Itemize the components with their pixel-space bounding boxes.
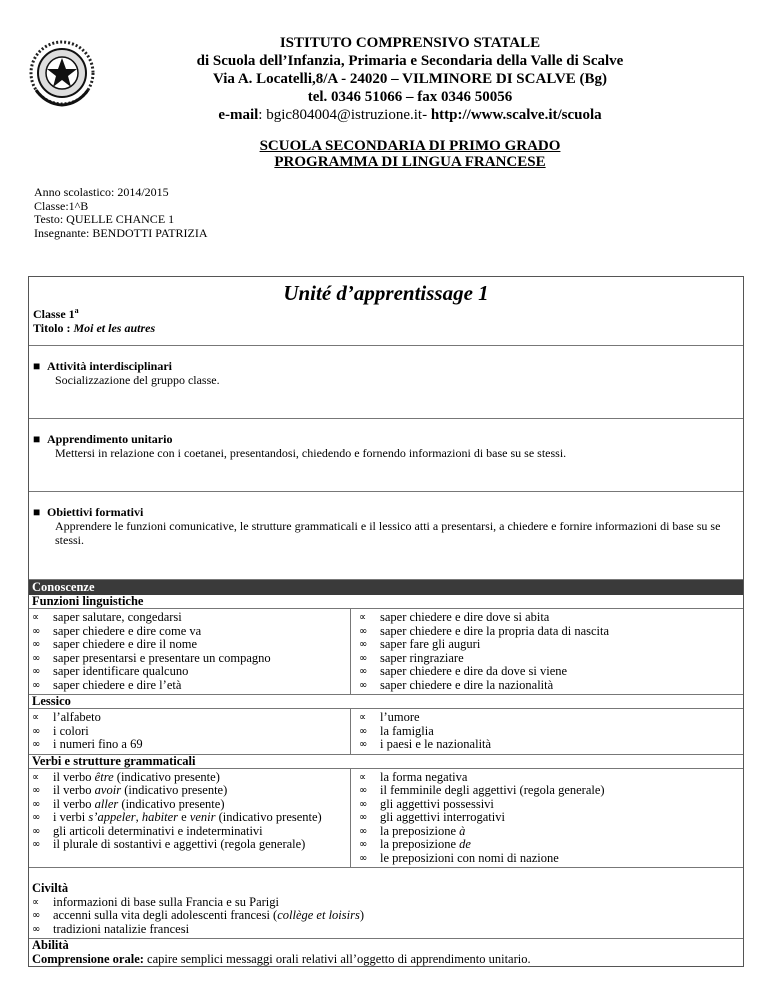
list-item xyxy=(32,638,342,652)
list-item xyxy=(32,665,342,679)
list-item xyxy=(359,825,743,839)
list-item xyxy=(359,852,743,866)
list-bullet-icon: ∞ xyxy=(359,639,368,650)
header-contacts xyxy=(160,106,660,124)
list-bullet-icon: ∞ xyxy=(359,852,368,864)
list-item xyxy=(32,896,743,910)
unitario-head: Apprendimento unitario xyxy=(47,432,173,446)
list-bullet-icon: ∞ xyxy=(32,739,41,750)
section-unitario xyxy=(29,419,743,492)
list-item xyxy=(32,784,342,798)
civilta-section xyxy=(29,868,743,939)
conoscenze-table xyxy=(29,580,743,966)
list-bullet-icon: ∞ xyxy=(32,798,41,810)
conoscenze-header: Conoscenze xyxy=(29,580,743,595)
list-item-text: i verbi s’appeler, habiter e venir (indicativo presente) xyxy=(53,810,322,824)
list-item xyxy=(359,838,743,852)
civilta-list xyxy=(32,896,743,937)
list-bullet-icon: ∝ xyxy=(359,771,367,783)
abilita-head: Abilità xyxy=(32,938,69,952)
list-item-text: saper chiedere e dire la nazionalità xyxy=(380,677,554,692)
list-bullet-icon: ∞ xyxy=(359,812,368,823)
republic-emblem-icon xyxy=(26,38,98,108)
square-bullet-icon: ■ xyxy=(33,505,41,519)
abilita-label: Comprensione orale: xyxy=(32,951,144,966)
list-bullet-icon: ∝ xyxy=(32,896,40,908)
list-bullet-icon: ∞ xyxy=(359,839,368,850)
list-bullet-icon: ∞ xyxy=(359,666,368,677)
email-label: e-mail xyxy=(218,107,259,123)
list-item-text: saper fare gli auguri xyxy=(380,637,481,651)
lessico-columns xyxy=(29,709,743,755)
list-bullet-icon: ∞ xyxy=(359,652,368,664)
list-bullet-icon: ∞ xyxy=(359,825,368,837)
lessico-right xyxy=(351,709,743,754)
list-bullet-icon: ∞ xyxy=(359,625,368,637)
list-item-text: il verbo avoir (indicativo presente) xyxy=(53,783,228,797)
list-item-text: gli articoli determinativi e indeterminativi xyxy=(53,823,263,838)
titolo-label: Titolo : xyxy=(33,321,74,335)
titolo-value: Moi et les autres xyxy=(73,321,156,335)
list-item xyxy=(32,611,342,625)
list-bullet-icon: ∞ xyxy=(32,666,41,677)
list-item xyxy=(359,679,743,693)
unitario-text: Mettersi in relazione con i coetanei, presentandosi, chiedendo e fornendo informazioni di base su se stessi. xyxy=(55,446,567,460)
list-item xyxy=(32,679,342,693)
list-bullet-icon: ∝ xyxy=(359,712,367,723)
list-item-text: l’umore xyxy=(380,710,420,724)
list-item-text: il plurale di sostantivi e aggettivi (regola generale) xyxy=(53,837,306,851)
list-item-text: saper chiedere e dire la propria data di nascita xyxy=(380,623,610,638)
list-bullet-icon: ∝ xyxy=(32,712,40,723)
funzioni-head: Funzioni linguistiche xyxy=(29,595,743,609)
meta-insegnante: Insegnante: BENDOTTI PATRIZIA xyxy=(34,225,208,240)
list-item-text: il verbo aller (indicativo presente) xyxy=(53,796,225,811)
list-item xyxy=(359,652,743,666)
list-item xyxy=(32,652,342,666)
list-bullet-icon: ∝ xyxy=(32,771,40,783)
list-item xyxy=(32,825,342,839)
list-bullet-icon: ∞ xyxy=(32,785,41,796)
email-value[interactable]: : bgic804004@istruzione.it- xyxy=(258,107,428,123)
list-item-text: gli aggettivi possessivi xyxy=(380,796,494,811)
list-bullet-icon: ∞ xyxy=(32,923,41,935)
list-item-text: la preposizione de xyxy=(380,837,471,851)
funzioni-columns xyxy=(29,609,743,695)
list-bullet-icon: ∞ xyxy=(32,812,41,823)
list-item xyxy=(359,725,743,739)
list-item-text: informazioni di base sulla Francia e su Parigi xyxy=(53,894,279,909)
list-item-text: il femminile degli aggettivi (regola generale) xyxy=(380,783,605,797)
website-link[interactable]: http://www.scalve.it/scuola xyxy=(427,107,602,123)
list-item xyxy=(32,811,342,825)
list-item-text: accenni sulla vita degli adolescenti francesi (collège et loisirs) xyxy=(53,908,365,922)
list-item xyxy=(359,665,743,679)
funzioni-right xyxy=(351,609,743,694)
funzioni-left xyxy=(29,609,351,694)
list-item xyxy=(32,838,342,852)
list-item xyxy=(359,798,743,812)
list-item xyxy=(359,771,743,785)
interdisciplinari-head: Attività interdisciplinari xyxy=(47,359,172,373)
meta-anno: Anno scolastico: 2014/2015 xyxy=(34,185,169,199)
list-item xyxy=(32,798,342,812)
school-header xyxy=(160,34,660,124)
list-bullet-icon: ∞ xyxy=(32,639,41,650)
list-item-text: la famiglia xyxy=(380,723,434,738)
section-interdisciplinari xyxy=(29,346,743,419)
list-item xyxy=(359,711,743,725)
list-bullet-icon: ∞ xyxy=(359,739,368,750)
list-item xyxy=(359,638,743,652)
verbi-head: Verbi e strutture grammaticali xyxy=(29,755,743,769)
header-address: Via A. Locatelli,8/A - 24020 – VILMINORE DI SCALVE (Bg) xyxy=(212,71,608,87)
verbi-right xyxy=(351,769,743,868)
list-item-text: saper chiedere e dire come va xyxy=(53,623,202,638)
classe-label: Classe 1 xyxy=(33,307,75,321)
obiettivi-text: Apprendere le funzioni comunicative, le strutture grammaticali e il lessico atti a presentarsi, a chiedere e fornire informazioni di base su se stessi. xyxy=(55,519,721,547)
list-item-text: i numeri fino a 69 xyxy=(53,737,143,751)
document-title xyxy=(160,138,660,170)
list-item xyxy=(32,771,342,785)
list-item xyxy=(359,811,743,825)
list-bullet-icon: ∞ xyxy=(32,910,41,921)
unit-box xyxy=(28,276,744,967)
list-bullet-icon: ∞ xyxy=(32,679,41,691)
unit-title: Unité d’apprentissage 1 xyxy=(283,281,489,305)
section-obiettivi xyxy=(29,492,743,580)
header-line-1: ISTITUTO COMPRENSIVO STATALE xyxy=(279,35,541,51)
list-item-text: gli aggettivi interrogativi xyxy=(380,810,505,824)
classe-sup: a xyxy=(74,306,79,315)
lessico-head: Lessico xyxy=(29,695,743,709)
list-bullet-icon: ∞ xyxy=(359,785,368,796)
list-bullet-icon: ∞ xyxy=(32,625,41,637)
list-item-text: le preposizioni con nomi di nazione xyxy=(380,850,559,865)
list-item-text: il verbo être (indicativo presente) xyxy=(53,769,220,784)
verbi-columns xyxy=(29,769,743,869)
list-item-text: i paesi e le nazionalità xyxy=(380,737,492,751)
list-item-text: saper presentarsi e presentare un compagno xyxy=(53,650,271,665)
abilita-line xyxy=(32,953,743,967)
meta-classe: Classe:1^B xyxy=(34,198,89,213)
unit-classe xyxy=(33,304,155,335)
list-bullet-icon: ∞ xyxy=(359,679,368,691)
obiettivi-head: Obiettivi formativi xyxy=(47,505,144,519)
list-item-text: i colori xyxy=(53,723,89,738)
list-bullet-icon: ∞ xyxy=(32,839,41,850)
list-item-text: saper chiedere e dire il nome xyxy=(53,637,198,651)
list-bullet-icon: ∞ xyxy=(32,652,41,664)
list-item-text: l’alfabeto xyxy=(53,710,101,724)
interdisciplinari-text: Socializzazione del gruppo classe. xyxy=(55,373,220,387)
list-bullet-icon: ∝ xyxy=(32,612,40,623)
list-item xyxy=(32,909,743,923)
list-item xyxy=(359,738,743,752)
course-meta xyxy=(34,186,208,240)
list-bullet-icon: ∞ xyxy=(359,798,368,810)
list-item xyxy=(359,611,743,625)
meta-testo: Testo: QUELLE CHANCE 1 xyxy=(34,212,175,226)
list-item-text: saper salutare, congedarsi xyxy=(53,610,182,624)
lessico-left xyxy=(29,709,351,754)
list-item-text: la preposizione à xyxy=(380,823,466,838)
unit-header xyxy=(29,277,743,346)
square-bullet-icon: ■ xyxy=(33,359,41,373)
verbi-left xyxy=(29,769,351,868)
list-item-text: saper ringraziare xyxy=(380,650,464,665)
civilta-head: Civiltà xyxy=(32,881,69,895)
list-item xyxy=(32,738,342,752)
header-phone: tel. 0346 51066 – fax 0346 50056 xyxy=(307,89,513,105)
list-bullet-icon: ∞ xyxy=(359,725,368,737)
list-bullet-icon: ∞ xyxy=(32,825,41,837)
list-item xyxy=(32,625,342,639)
list-bullet-icon: ∞ xyxy=(32,725,41,737)
list-item-text: saper chiedere e dire dove si abita xyxy=(380,610,550,624)
header-line-2: di Scuola dell’Infanzia, Primaria e Secondaria della Valle di Scalve xyxy=(196,53,624,69)
square-bullet-icon: ■ xyxy=(33,432,41,446)
list-item-text: la forma negativa xyxy=(380,769,468,784)
list-item-text: saper identificare qualcuno xyxy=(53,664,189,678)
list-item xyxy=(32,725,342,739)
list-item-text: tradizioni natalizie francesi xyxy=(53,921,190,936)
list-item xyxy=(359,625,743,639)
list-item xyxy=(359,784,743,798)
list-bullet-icon: ∝ xyxy=(359,612,367,623)
list-item xyxy=(32,711,342,725)
list-item-text: saper chiedere e dire l’età xyxy=(53,677,182,692)
abilita-section xyxy=(29,939,743,966)
abilita-text: capire semplici messaggi orali relativi all’oggetto di apprendimento unitario. xyxy=(143,951,531,966)
list-item xyxy=(32,923,743,937)
title-line-1: SCUOLA SECONDARIA DI PRIMO GRADO xyxy=(259,138,561,154)
list-item-text: saper chiedere e dire da dove si viene xyxy=(380,664,568,678)
title-line-2: PROGRAMMA DI LINGUA FRANCESE xyxy=(274,154,546,170)
